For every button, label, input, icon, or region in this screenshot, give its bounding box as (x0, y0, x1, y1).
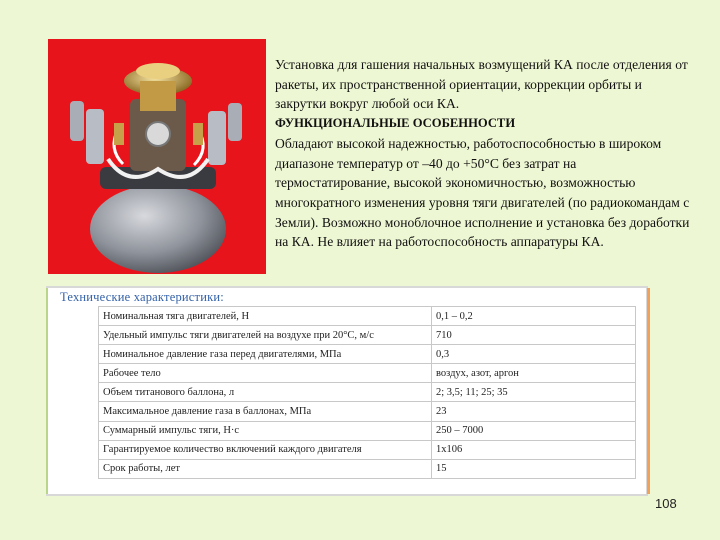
table-row (99, 459, 636, 478)
page-number: 108 (655, 496, 677, 511)
value-cell: 250 – 7000 (432, 421, 636, 440)
param-cell: Гарантируемое количество включений каждого двигателя (99, 440, 432, 459)
table-row (99, 364, 636, 383)
table-row (99, 326, 636, 345)
param-cell: Максимальное давление газа в баллонах, МПа (99, 402, 432, 421)
gas-unit-illustration (48, 39, 266, 274)
specs-table (98, 306, 636, 479)
value-cell: 15 (432, 459, 636, 478)
description-intro: Установка для гашения начальных возмущений КА после отделения от ракеты, их пространственной ориентации, коррекции орбиты и закрутки вокруг любой оси КА. (275, 57, 688, 112)
value-cell: 0,1 – 0,2 (432, 307, 636, 326)
table-row (99, 383, 636, 402)
panel-border-left (46, 288, 48, 494)
param-cell: Номинальная тяга двигателей, Н (99, 307, 432, 326)
description-block (275, 55, 690, 252)
table-row (99, 421, 636, 440)
param-cell: Срок работы, лет (99, 459, 432, 478)
param-cell: Объем титанового баллона, л (99, 383, 432, 402)
value-cell: 710 (432, 326, 636, 345)
panel-border-right (647, 288, 650, 494)
table-row (99, 402, 636, 421)
product-photo (48, 39, 266, 274)
param-cell: Удельный импульс тяги двигателей на воздухе при 20°С, м/с (99, 326, 432, 345)
param-cell: Номинальное давление газа перед двигателями, МПа (99, 345, 432, 364)
param-cell: Рабочее тело (99, 364, 432, 383)
value-cell: 2; 3,5; 11; 25; 35 (432, 383, 636, 402)
table-row (99, 307, 636, 326)
value-cell: 23 (432, 402, 636, 421)
value-cell: 0,3 (432, 345, 636, 364)
table-row (99, 440, 636, 459)
value-cell: воздух, азот, аргон (432, 364, 636, 383)
value-cell: 1х106 (432, 440, 636, 459)
features-text: Обладают высокой надежностью, работоспособностью в широком диапазоне температур от –40 до +50°С без затрат на термостатирование, высокой экономичностью, возможностью многократного изменения уровня тяги двигателей (по радиокомандам с Земли). Возможно моноблочное исполнение и установка без доработки на КА. Не влияет на работоспособность аппаратуры КА. (275, 135, 690, 250)
specs-title: Технические характеристики: (60, 290, 224, 304)
specs-panel (46, 286, 648, 496)
table-row (99, 345, 636, 364)
param-cell: Суммарный импульс тяги, Н·с (99, 421, 432, 440)
features-heading: ФУНКЦИОНАЛЬНЫЕ ОСОБЕННОСТИ (275, 116, 516, 131)
